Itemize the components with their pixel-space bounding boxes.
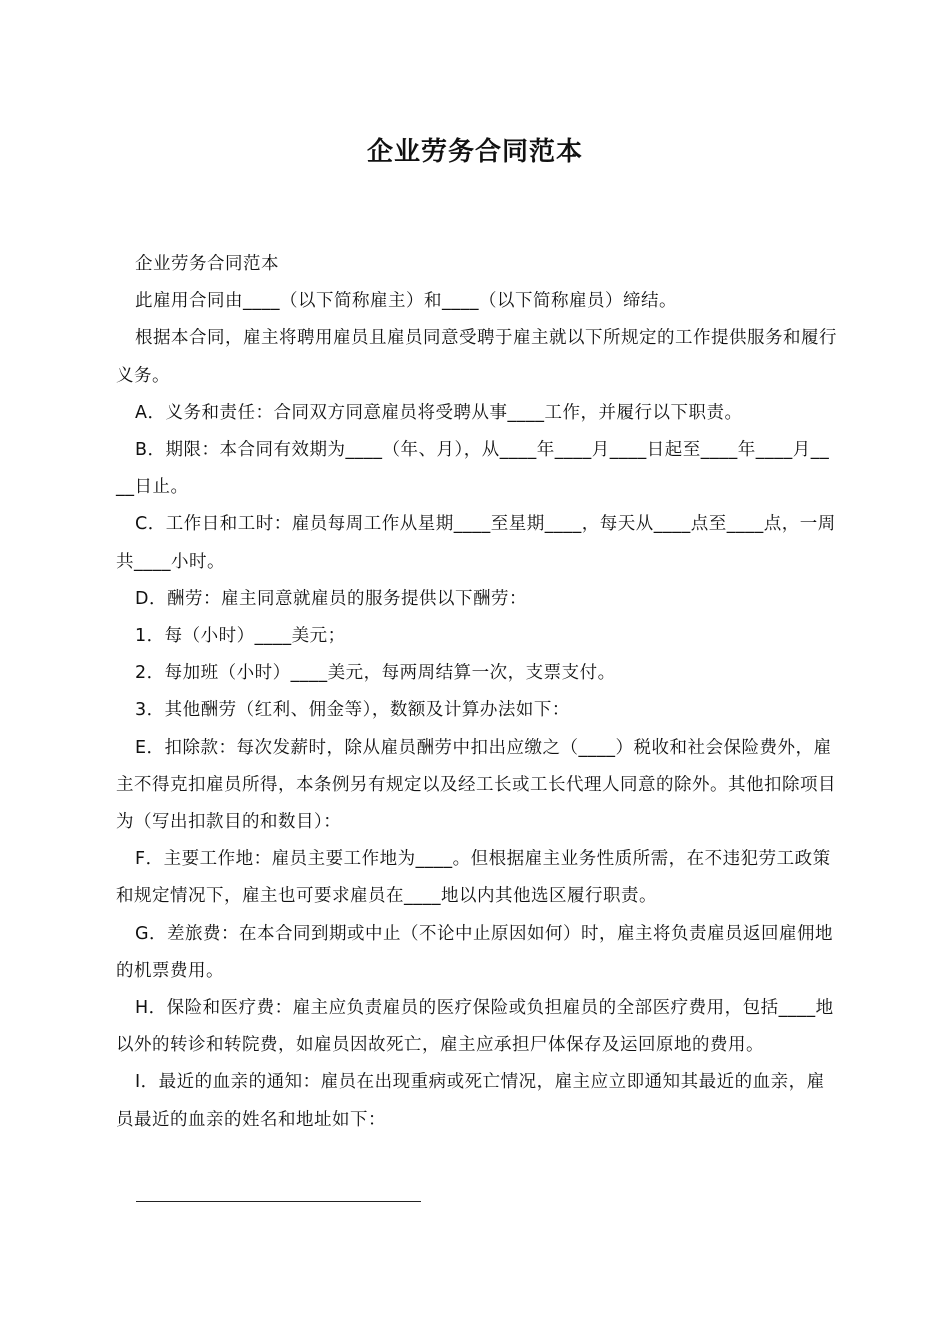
clause-a-duties: A．义务和责任：合同双方同意雇员将受聘从事____工作，并履行以下职责。 [135, 402, 743, 423]
clause-d-item-2: 2．每加班（小时）____美元，每两周结算一次，支票支付。 [135, 663, 616, 684]
paragraph-parties: 此雇用合同由____（以下简称雇主）和____（以下简称雇员）缔结。 [135, 291, 677, 312]
document-title: 企业劳务合同范本 [366, 137, 583, 167]
fill-in-line [136, 1201, 421, 1202]
document-body [116, 246, 838, 1139]
clause-d-item-3: 3．其他酬劳（红利、佣金等），数额及计算办法如下： [135, 700, 570, 721]
clause-b-term: B．期限：本合同有效期为____（年、月），从____年____月____日起至____年____月____日止。 [116, 440, 830, 498]
clause-g-travel: G．差旅费：在本合同到期或中止（不论中止原因如何）时，雇主将负责雇员返回雇佣地的机票费用。 [116, 923, 834, 981]
clause-h-insurance: H．保险和医疗费：雇主应负责雇员的医疗保险或负担雇员的全部医疗费用，包括____地以外的转诊和转院费，如雇员因故死亡，雇主应承担尸体保存及运回原地的费用。 [116, 998, 834, 1056]
clause-d-remuneration: D．酬劳：雇主同意就雇员的服务提供以下酬劳： [135, 588, 527, 609]
paragraph-subtitle: 企业劳务合同范本 [135, 254, 279, 274]
clause-c-hours: C．工作日和工时：雇员每周工作从星期____至星期____，每天从____点至____点，一周共____小时。 [116, 514, 836, 572]
clause-f-workplace: F．主要工作地：雇员主要工作地为____。但根据雇主业务性质所需，在不违犯劳工政策和规定情况下，雇主也可要求雇员在____地以内其他选区履行职责。 [116, 849, 831, 907]
clause-d-item-1: 1．每（小时）____美元； [135, 626, 346, 647]
clause-i-next-of-kin: I．最近的血亲的通知：雇员在出现重病或死亡情况，雇主应立即通知其最近的血亲，雇员最近的血亲的姓名和地址如下： [116, 1072, 825, 1130]
clause-e-deductions: E．扣除款：每次发薪时，除从雇员酬劳中扣出应缴之（____）税收和社会保险费外，雇主不得克扣雇员所得，本条例另有规定以及经工长或工长代理人同意的除外。其他扣除项目为（写出扣款目的和数目）： [116, 737, 836, 833]
paragraph-intro: 根据本合同，雇主将聘用雇员且雇员同意受聘于雇主就以下所规定的工作提供服务和履行义务。 [116, 328, 837, 386]
